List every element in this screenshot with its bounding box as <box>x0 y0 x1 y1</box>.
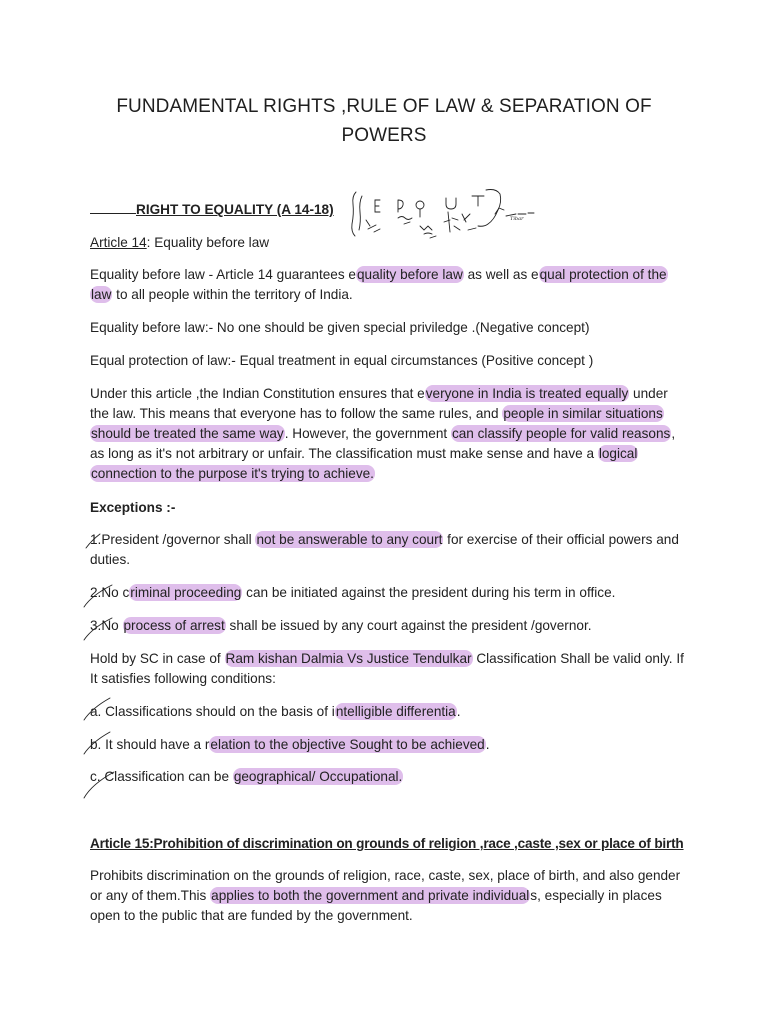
text-run: b. It should have a r <box>90 737 210 752</box>
article-14-text: : Equality before law <box>146 235 270 250</box>
highlight: qual protection of the law <box>91 267 667 302</box>
highlight: Ram kishan Dalmia Vs Justice Tendulkar <box>225 651 472 666</box>
text-run: . <box>485 737 490 752</box>
paragraph-article-15 <box>90 866 690 926</box>
text-run: . However, the government <box>284 426 451 441</box>
highlight: ntelligible differentia <box>335 704 456 719</box>
highlight: people in similar situations should be treated the same way <box>91 406 663 441</box>
text-run: . <box>456 704 461 719</box>
text-run: a. Classifications should on the basis of i <box>90 704 335 719</box>
svg-text:Tibar: Tibar <box>510 216 524 222</box>
text-run: Classification Shall be valid only. If It satisfies following conditions: <box>90 651 684 686</box>
highlight: quality before law <box>357 267 463 282</box>
text-run: 3.No <box>90 618 123 633</box>
text-run: Under this article ,the Indian Constitution ensures that e <box>90 386 425 401</box>
article-14-label: Article 14 <box>90 235 147 250</box>
section-heading-text: RIGHT TO EQUALITY (A 14-18) <box>136 202 334 217</box>
text-run: Prohibits discrimination on the grounds of religion, race, caste, sex, place of birth, and also gender or any of them.This <box>90 868 681 903</box>
highlight: can classify people for valid reasons <box>451 426 671 441</box>
article-15-heading: Article 15:Prohibition of discrimination on grounds of religion ,race ,caste ,sex or place of birth <box>90 836 684 851</box>
highlight: veryone in India is treated equally <box>425 386 629 401</box>
highlight: applies to both the government and private individual <box>211 888 530 903</box>
exceptions-heading: Exceptions :- <box>90 500 176 515</box>
text-run: can be initiated against the president during his term in office. <box>242 585 616 600</box>
text-run: shall be issued by any court against the president /governor. <box>225 618 592 633</box>
text-run: 1.President /governor shall <box>90 532 256 547</box>
title-line-1: FUNDAMENTAL RIGHTS ,RULE OF LAW & SEPARATION OF <box>116 96 652 117</box>
highlight: not be answerable to any court <box>256 532 443 547</box>
paragraph-negative-concept: Equality before law:- No one should be given special priviledge .(Negative concept) <box>90 320 590 335</box>
text-run: , as long as it's not arbitrary or unfair. The classification must make sense and have a <box>90 426 676 461</box>
highlight: logical connection to the purpose it's trying to achieve. <box>91 446 638 481</box>
highlight: riminal proceeding <box>130 585 242 600</box>
text-run: as well as e <box>463 267 539 282</box>
highlight: process of arrest <box>123 618 225 633</box>
title-line-2: POWERS <box>341 125 427 146</box>
text-run: 2.No c <box>90 585 130 600</box>
text-run: for exercise of their official powers and duties. <box>90 532 679 567</box>
text-run: to all people within the territory of India. <box>112 287 353 302</box>
highlight: geographical/ Occupational. <box>233 769 403 784</box>
text-run: Hold by SC in case of <box>90 651 225 666</box>
text-run: under the law. This means that everyone has to follow the same rules, and <box>90 386 668 421</box>
text-run: Equality before law - Article 14 guarantees e <box>90 267 356 282</box>
paragraph-positive-concept: Equal protection of law:- Equal treatment in equal circumstances (Positive concept ) <box>90 353 594 368</box>
text-run: c. Classification can be <box>90 769 233 784</box>
text-run: s, especially in places open to the public that are funded by the government. <box>90 888 662 923</box>
highlight: elation to the objective Sought to be achieved <box>210 737 485 752</box>
